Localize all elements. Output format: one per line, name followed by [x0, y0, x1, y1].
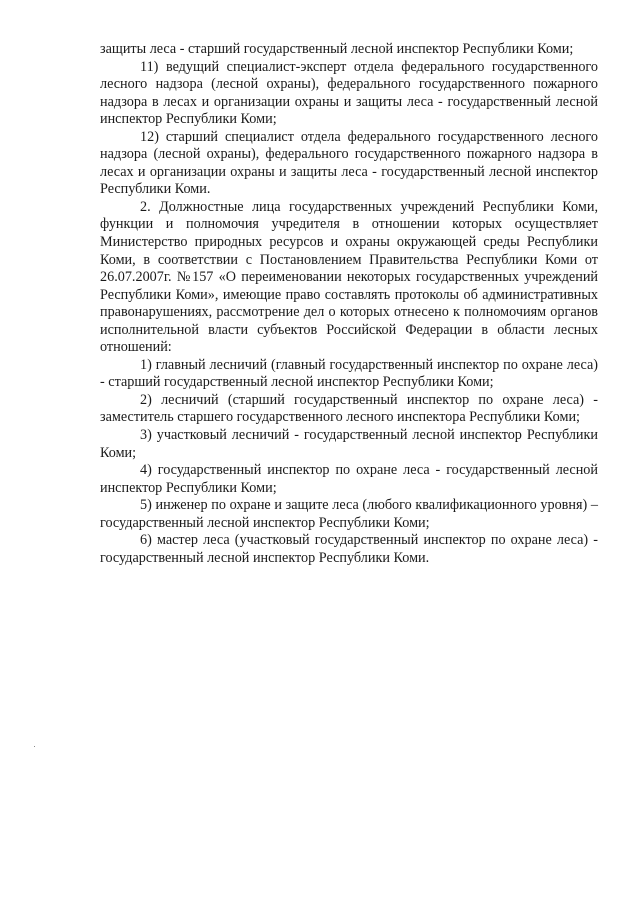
paragraph-item-4: 4) государственный инспектор по охране леса - государственный лесной инспектор Республики Коми;: [100, 462, 598, 496]
paragraph-item-11: 11) ведущий специалист-эксперт отдела федерального государственного лесного надзора (лесной охраны), федерального государственного пожарного надзора в лесах и организации охраны и защиты леса - государственный лесной инспектор Республики Коми;: [100, 58, 598, 128]
paragraph-item-3: 3) участковый лесничий - государственный лесной инспектор Республики Коми;: [100, 427, 598, 461]
paragraph-item-2: 2) лесничий (старший государственный инспектор по охране леса) - заместитель старшего государственного лесного инспектора Республики Коми;: [100, 391, 598, 426]
paragraph-item-1: 1) главный лесничий (главный государственный инспектор по охране леса) - старший государственный лесной инспектор Республики Коми;: [100, 356, 598, 391]
paragraph-item-5: 5) инженер по охране и защите леса (любого квалификационного уровня) – государственный лесной инспектор Республики Коми;: [100, 497, 598, 531]
paragraph-item-6: 6) мастер леса (участковый государственный инспектор по охране леса) - государственный лесной инспектор Республики Коми.: [100, 532, 598, 566]
scan-speck: [34, 746, 35, 747]
paragraph-item-12: 12) старший специалист отдела федерального государственного лесного надзора (лесной охраны), федерального государственного пожарного надзора в лесах и организации охраны и защиты леса - государственный лесной инспектор Республики Коми.: [100, 128, 598, 198]
paragraph-inspector-continuation: защиты леса - старший государственный лесной инспектор Республики Коми;: [100, 41, 574, 57]
document-page: [100, 41, 598, 567]
paragraph-section-2: 2. Должностные лица государственных учреждений Республики Коми, функции и полномочия учредителя в отношении которых осуществляет Министерство природных ресурсов и охраны окружающей среды Республики Коми, в соответствии с Постановлением Правительства Республики Коми от 26.07.2007г. №157 «О переименовании некоторых государственных учреждений Республики Коми», имеющие право составлять протоколы об административных правонарушениях, рассмотрение дел о которых отнесено к полномочиям органов исполнительной власти субъектов Российской Федерации в области лесных отношений:: [100, 198, 598, 356]
